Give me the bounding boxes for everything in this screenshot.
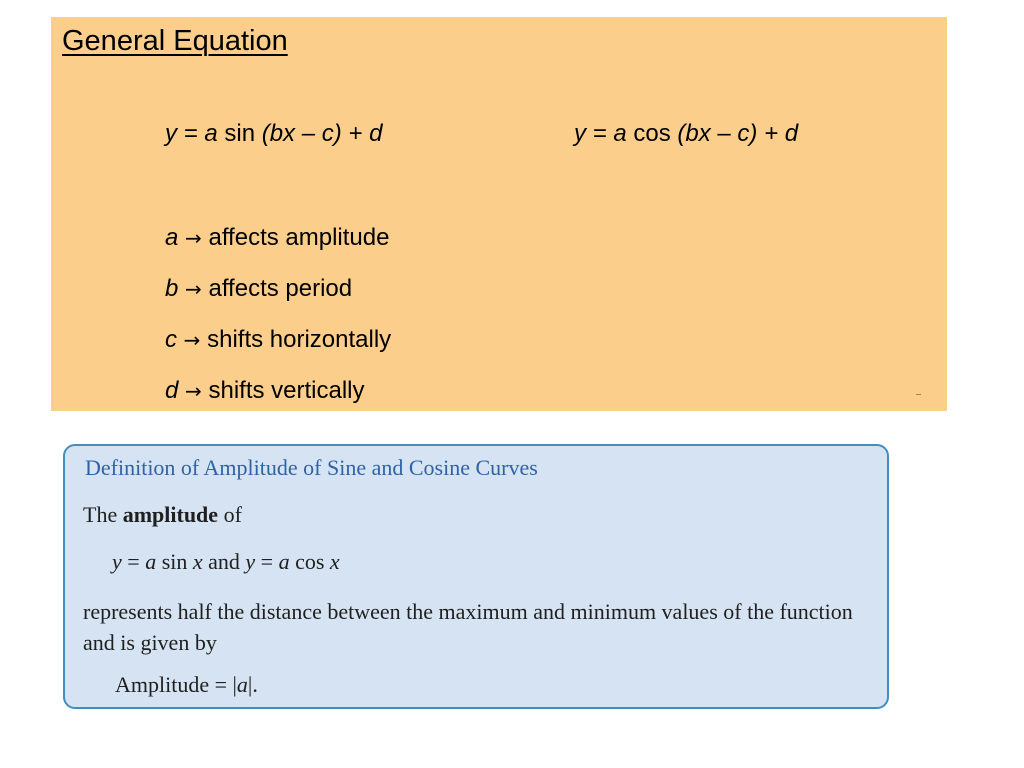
param-variable: a	[165, 224, 179, 251]
right-arrow-icon: →	[185, 277, 202, 301]
abs-bar-right: |	[247, 672, 253, 697]
param-row-c	[165, 326, 391, 354]
param-description: affects period	[201, 275, 353, 302]
param-variable: d	[165, 377, 179, 404]
intro-prefix: The	[83, 502, 123, 527]
param-row-d	[165, 377, 365, 405]
formula-x2: x	[329, 549, 340, 574]
param-description: shifts vertically	[201, 377, 365, 404]
formula-a1: a	[145, 549, 157, 574]
amplitude-value: a	[236, 672, 248, 697]
formula-eq2: =	[255, 549, 279, 574]
formula-y2: y	[245, 549, 256, 574]
amplitude-label: Amplitude =	[115, 672, 233, 697]
formula-sin: sin	[156, 549, 193, 574]
param-description: shifts horizontally	[200, 326, 392, 353]
intro-bold-term: amplitude	[122, 502, 219, 527]
sine-equation-argument: (bx – c) + d	[261, 120, 383, 147]
right-arrow-icon: →	[185, 379, 202, 403]
general-equation-panel	[51, 17, 947, 411]
formula-y1: y	[112, 549, 122, 574]
param-row-b	[165, 275, 352, 303]
sine-function-name: sin	[217, 120, 262, 147]
amplitude-end: .	[252, 672, 258, 697]
param-variable: b	[165, 275, 179, 302]
intro-suffix: of	[218, 502, 242, 527]
amplitude-definition-box	[63, 444, 889, 709]
formula-eq1: =	[121, 549, 146, 574]
definition-body: represents half the distance between the maximum and minimum values of the function and is given by	[83, 599, 853, 655]
definition-formula	[112, 549, 340, 575]
cosine-equation-lhs: y = a	[574, 120, 627, 147]
sine-equation	[165, 120, 382, 148]
sine-equation-lhs: y = a	[165, 120, 218, 147]
definition-title: Definition of Amplitude of Sine and Cosine Curves	[85, 455, 538, 480]
abs-bar-left: |	[232, 672, 237, 697]
definition-intro	[83, 502, 242, 528]
cosine-function-name: cos	[626, 120, 678, 147]
panel-title: General Equation	[62, 25, 288, 57]
cosine-equation-argument: (bx – c) + d	[677, 120, 799, 147]
amplitude-formula	[115, 672, 258, 698]
formula-a2: a	[278, 549, 290, 574]
param-variable: c	[165, 326, 177, 353]
param-description: affects amplitude	[201, 224, 390, 251]
formula-cos: cos	[289, 549, 330, 574]
corner-mark	[916, 394, 921, 395]
param-row-a	[165, 224, 389, 252]
right-arrow-icon: →	[183, 328, 201, 352]
formula-and: and	[202, 549, 246, 574]
formula-x1: x	[192, 549, 203, 574]
right-arrow-icon: →	[185, 226, 202, 250]
cosine-equation	[574, 120, 798, 148]
